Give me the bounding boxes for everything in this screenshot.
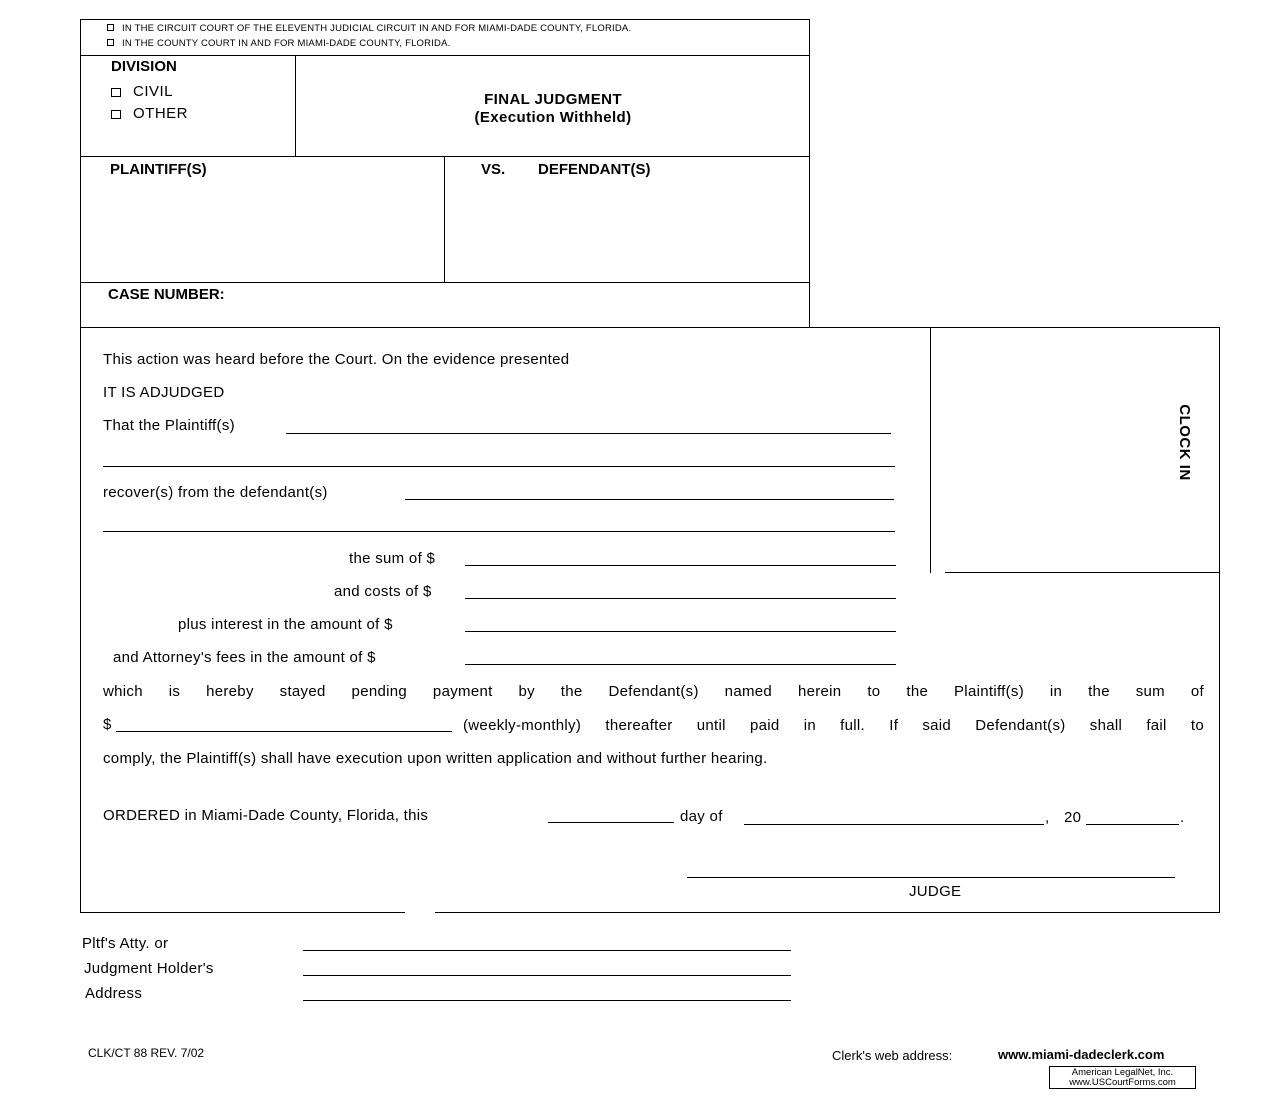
document-title bbox=[296, 91, 810, 126]
checkbox-icon[interactable] bbox=[111, 110, 121, 119]
stayed-line-3: comply, the Plaintiff(s) shall have execution upon written application and without further hearing. bbox=[103, 750, 768, 767]
day-field[interactable] bbox=[548, 822, 674, 823]
that-plaintiff-label: That the Plaintiff(s) bbox=[103, 417, 235, 434]
stayed-line-2: (weekly-monthly) thereafter until paid in full. If said Defendant(s) shall fail to bbox=[463, 717, 1204, 734]
year-prefix: 20 bbox=[1064, 809, 1082, 826]
attorney-label-1: Pltf's Atty. or bbox=[82, 935, 169, 952]
year-field[interactable] bbox=[1086, 824, 1179, 825]
intro-text: This action was heard before the Court. On the evidence presented bbox=[103, 351, 570, 368]
division-option-label: CIVIL bbox=[133, 83, 174, 100]
vs-label: VS. bbox=[481, 161, 506, 178]
attorney-label-2: Judgment Holder's bbox=[84, 960, 214, 977]
divider bbox=[80, 282, 810, 283]
division-option-label: OTHER bbox=[133, 105, 188, 122]
costs-of-label: and costs of $ bbox=[334, 583, 432, 600]
attorney-fees-field[interactable] bbox=[465, 664, 896, 665]
day-of-label: day of bbox=[680, 808, 723, 825]
costs-field[interactable] bbox=[465, 598, 896, 599]
court-option-label: IN THE CIRCUIT COURT OF THE ELEVENTH JUDICIAL CIRCUIT IN AND FOR MIAMI-DADE COUNTY, FLORIDA. bbox=[122, 23, 632, 34]
plaintiff-label: PLAINTIFF(S) bbox=[110, 161, 207, 178]
adjudged-text: IT IS ADJUDGED bbox=[103, 384, 225, 401]
checkbox-icon[interactable] bbox=[107, 24, 114, 31]
checkbox-icon[interactable] bbox=[111, 88, 121, 97]
court-option-circuit[interactable] bbox=[107, 23, 631, 34]
judge-signature-line[interactable] bbox=[687, 877, 1175, 878]
clock-in-box-left bbox=[930, 327, 931, 573]
body-bottom-border bbox=[435, 912, 1220, 913]
clock-in-label: CLOCK IN bbox=[1175, 404, 1193, 481]
defendant-name-field-2[interactable] bbox=[103, 531, 895, 532]
comma: , bbox=[1045, 809, 1050, 826]
period: . bbox=[1180, 809, 1185, 826]
attorney-field-1[interactable] bbox=[303, 950, 791, 951]
title-text: FINAL JUDGMENT bbox=[484, 91, 622, 108]
body-right-border bbox=[1219, 327, 1220, 913]
attorney-fees-label: and Attorney's fees in the amount of $ bbox=[113, 649, 376, 666]
interest-field[interactable] bbox=[465, 631, 896, 632]
divider bbox=[80, 55, 810, 56]
divider bbox=[444, 156, 445, 282]
clock-in-box-bottom bbox=[945, 572, 1220, 573]
plaintiff-name-field-2[interactable] bbox=[103, 466, 895, 467]
ordered-text: ORDERED in Miami-Dade County, Florida, this bbox=[103, 807, 429, 824]
defendant-label: DEFENDANT(S) bbox=[538, 161, 651, 178]
court-option-label: IN THE COUNTY COURT IN AND FOR MIAMI-DADE COUNTY, FLORIDA. bbox=[122, 38, 451, 49]
attorney-field-2[interactable] bbox=[303, 975, 791, 976]
legalnet-name: American LegalNet, Inc. bbox=[1071, 1067, 1174, 1078]
sum-of-label: the sum of $ bbox=[349, 550, 436, 567]
court-option-county[interactable] bbox=[107, 38, 450, 49]
body-top-border bbox=[80, 327, 1220, 328]
stayed-line-1: which is hereby stayed pending payment by the Defendant(s) named herein to the Plaintiff(s) in the sum of bbox=[103, 683, 1204, 700]
month-field[interactable] bbox=[744, 824, 1044, 825]
body-bottom-border bbox=[80, 912, 405, 913]
division-label: DIVISION bbox=[111, 58, 177, 75]
division-option-civil[interactable] bbox=[111, 83, 173, 100]
judge-label: JUDGE bbox=[909, 883, 962, 900]
clerk-web-label: Clerk's web address: bbox=[832, 1048, 953, 1063]
division-option-other[interactable] bbox=[111, 105, 188, 122]
plaintiff-name-field[interactable] bbox=[286, 433, 891, 434]
dollar-sign: $ bbox=[103, 716, 112, 733]
legalnet-url: www.USCourtForms.com bbox=[1069, 1077, 1176, 1088]
installment-field[interactable] bbox=[116, 731, 452, 732]
case-number-label: CASE NUMBER: bbox=[108, 286, 225, 303]
body-left-border bbox=[80, 327, 81, 913]
sum-field[interactable] bbox=[465, 565, 896, 566]
clerk-web-url[interactable]: www.miami-dadeclerk.com bbox=[998, 1047, 1165, 1062]
legalnet-badge[interactable] bbox=[1049, 1066, 1196, 1089]
interest-label: plus interest in the amount of $ bbox=[178, 616, 393, 633]
form-number: CLK/CT 88 REV. 7/02 bbox=[88, 1046, 205, 1060]
attorney-field-3[interactable] bbox=[303, 1000, 791, 1001]
checkbox-icon[interactable] bbox=[107, 39, 114, 46]
defendant-name-field[interactable] bbox=[405, 499, 894, 500]
subtitle-text: (Execution Withheld) bbox=[474, 109, 632, 126]
attorney-label-3: Address bbox=[85, 985, 143, 1002]
recover-from-label: recover(s) from the defendant(s) bbox=[103, 484, 328, 501]
divider bbox=[80, 156, 810, 157]
